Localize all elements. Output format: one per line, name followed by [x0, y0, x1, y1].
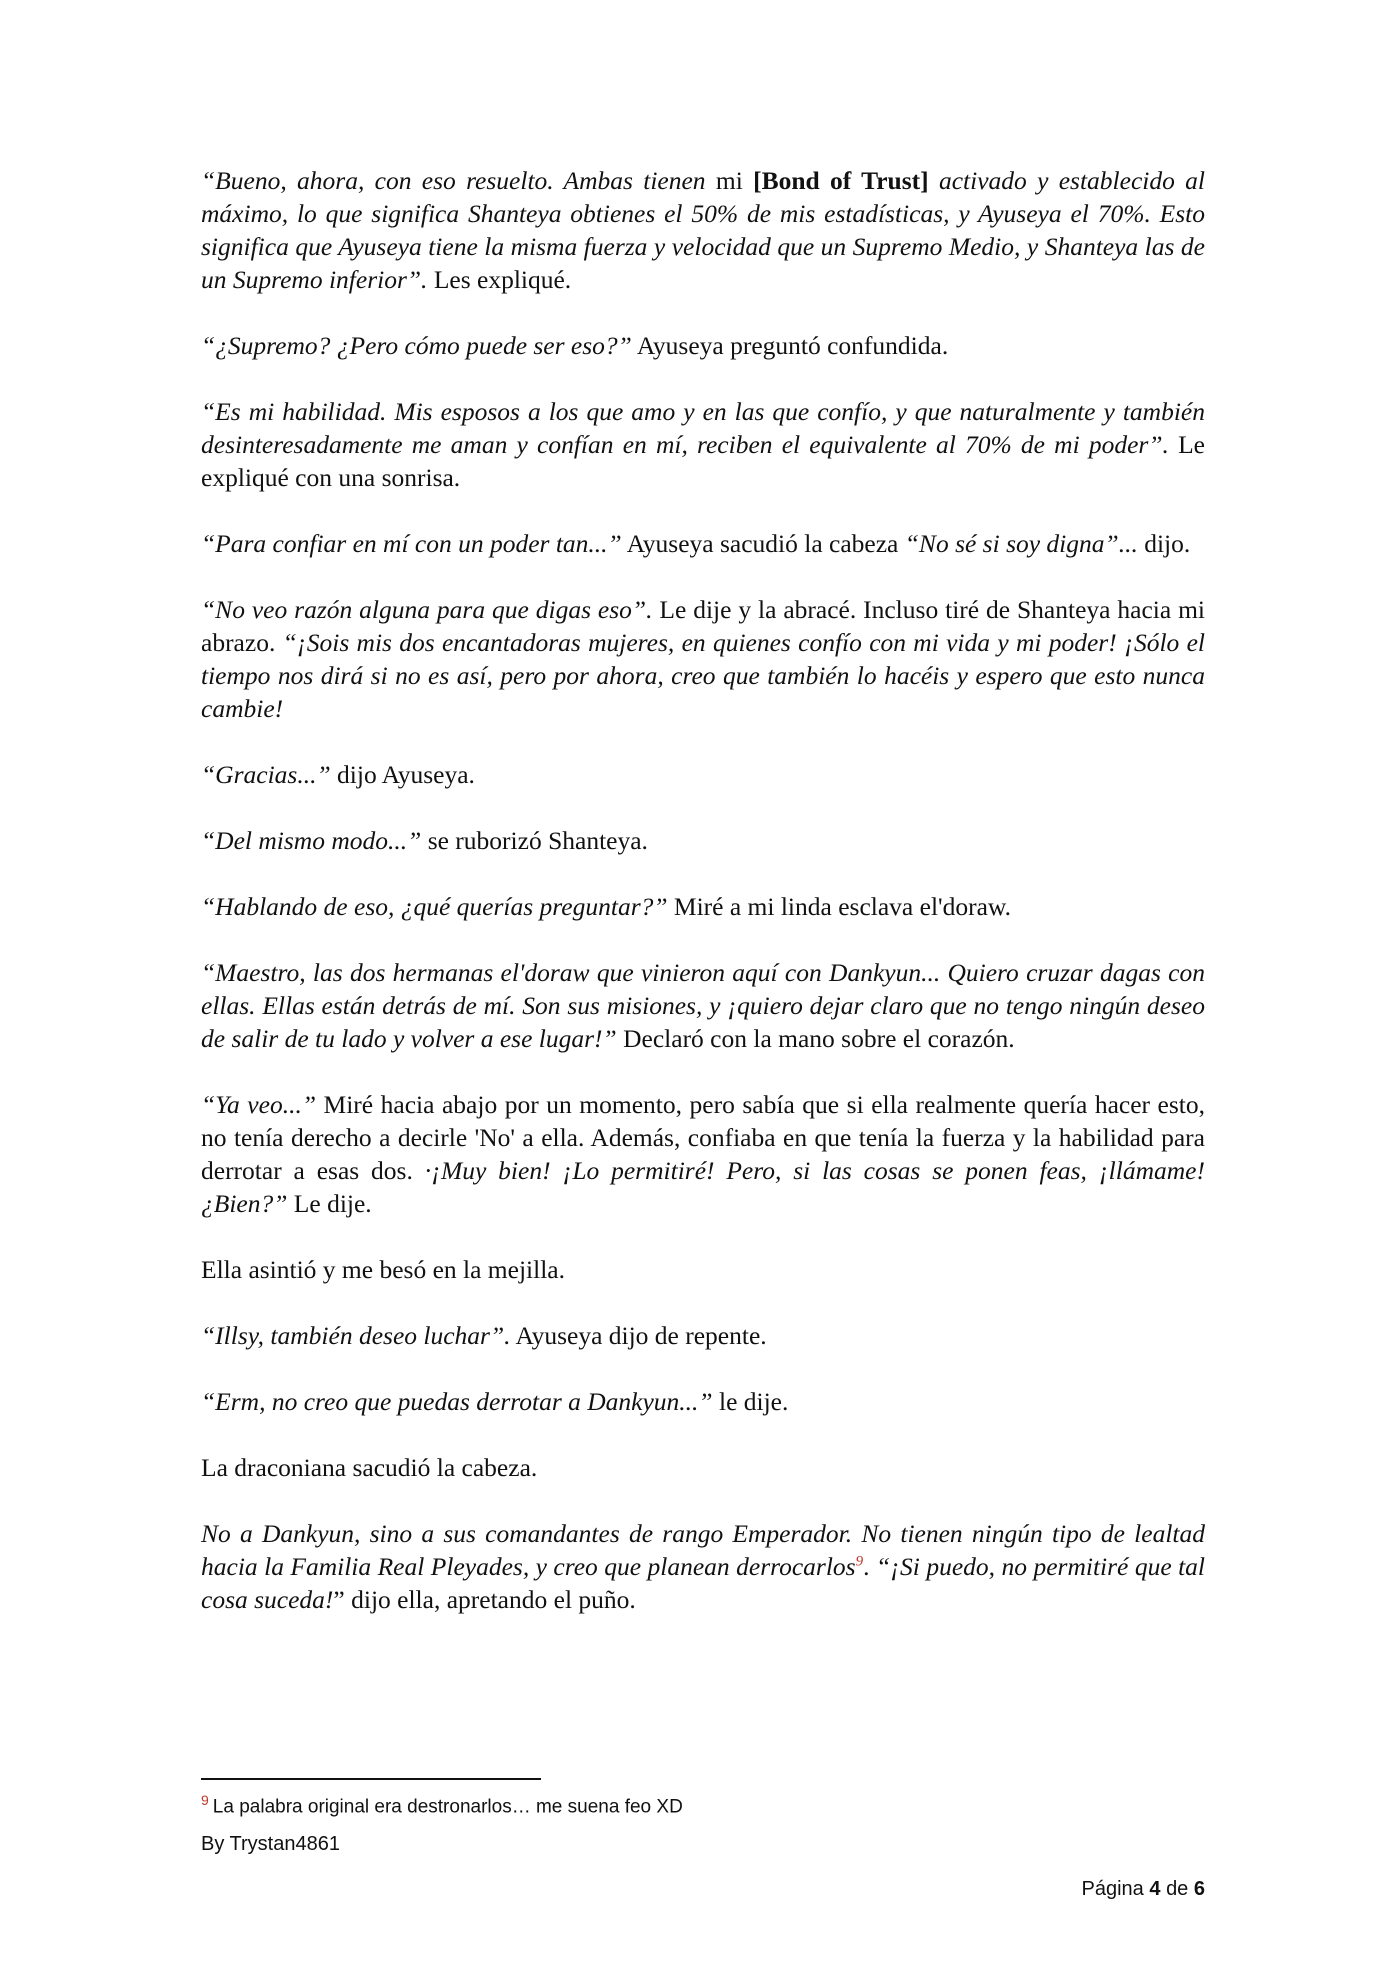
- text-run: Le dije.: [287, 1189, 372, 1218]
- text-run: Le expliqué con una sonrisa.: [201, 430, 1205, 492]
- page-current: 4: [1149, 1878, 1161, 1900]
- body-text: [201, 164, 1205, 1649]
- text-run: Declaró con la mano sobre el corazón.: [616, 1024, 1015, 1053]
- text-run: Ayuseya dijo de repente.: [510, 1321, 767, 1350]
- footnote-divider: [201, 1778, 541, 1780]
- text-run: “Es mi habilidad. Mis esposos a los que amo y en las que confío, y que naturalmente y también desinteresadamente me aman y confían en mí, reciben el equivalente al 70% de mi poder”.: [201, 397, 1205, 459]
- text-run: La draconiana sacudió la cabeza.: [201, 1453, 538, 1482]
- text-run: Ayuseya preguntó confundida.: [631, 331, 949, 360]
- text-run: [Bond of Trust]: [753, 166, 929, 195]
- page-number: [1082, 1878, 1205, 1901]
- text-run: “Maestro, las dos hermanas el'doraw que vinieron aquí con Dankyun... Quiero cruzar dagas con ellas. Ellas están detrás de mí. Son sus misiones, y ¡quiero dejar claro que no tengo ningún deseo de salir de tu lado y volver a ese lugar!”: [201, 958, 1205, 1053]
- text-run: ·¡Muy bien! ¡Lo permitiré! Pero, si las cosas se ponen feas, ¡llámame! ¿Bien?”: [201, 1156, 1205, 1218]
- paragraph: [201, 329, 1205, 362]
- paragraph: [201, 890, 1205, 923]
- text-run: ” dijo ella, apretando el puño.: [333, 1585, 636, 1614]
- page-label: Página: [1081, 1878, 1144, 1900]
- footnote: [201, 1792, 683, 1818]
- paragraph: [201, 1385, 1205, 1418]
- text-run: Le dije y la abracé. Incluso tiré de Shanteya hacia mi abrazo.: [201, 595, 1205, 657]
- paragraph: [201, 1253, 1205, 1286]
- paragraph: [201, 395, 1205, 494]
- paragraph: [201, 956, 1205, 1055]
- text-run: se ruborizó Shanteya.: [421, 826, 648, 855]
- text-run: le dije.: [712, 1387, 789, 1416]
- paragraph: [201, 1451, 1205, 1484]
- text-run: Ayuseya sacudió la cabeza: [621, 529, 905, 558]
- text-run: activado y establecido al máximo, lo que significa Shanteya obtienes el 50% de mis estadísticas, y Ayuseya el 70%. Esto significa que Ayuseya tiene la misma fuerza y velocidad que un Supremo Medio, y Shanteya las de un Supremo inferior”.: [201, 166, 1206, 294]
- text-run: “¡Sois mis dos encantadoras mujeres, en quienes confío con mi vida y mi poder! ¡Sólo el tiempo nos dirá si no es así, pero por ahora, creo que también lo hacéis y espero que esto nunca cambie!: [201, 628, 1205, 723]
- paragraph: [201, 1088, 1205, 1220]
- text-run: Miré a mi linda esclava el'doraw.: [667, 892, 1012, 921]
- author-credit: By Trystan4861: [201, 1833, 340, 1855]
- text-run: “Bueno, ahora, con eso resuelto. Ambas tienen: [201, 166, 716, 195]
- text-run: “No veo razón alguna para que digas eso”.: [201, 595, 653, 624]
- text-run: dijo.: [1137, 529, 1191, 558]
- text-run: No a Dankyun, sino a sus comandantes de rango Emperador. No tienen ningún tipo de lealtad hacia la Familia Real Pleyades, y creo que planean derrocarlos: [201, 1519, 1205, 1581]
- text-run: “Erm, no creo que puedas derrotar a Dankyun...”: [201, 1387, 713, 1416]
- text-run: “¡Si puedo, no permitiré que tal cosa suceda!: [201, 1552, 1206, 1614]
- paragraph: [201, 758, 1205, 791]
- paragraph: [201, 593, 1205, 725]
- text-run: “Hablando de eso, ¿qué querías preguntar?”: [201, 892, 668, 921]
- paragraph: [201, 824, 1205, 857]
- footnote-ref: 9: [855, 1553, 864, 1570]
- text-run: “¿Supremo? ¿Pero cómo puede ser eso?”: [201, 331, 632, 360]
- page-sep: de: [1166, 1878, 1189, 1900]
- text-run: Miré hacia abajo por un momento, pero sabía que si ella realmente quería hacer esto, no tenía derecho a decirle 'No' a ella. Además, confiaba en que tenía la fuerza y la habilidad para derrotar a esas dos.: [201, 1090, 1206, 1185]
- paragraph: [201, 1319, 1205, 1352]
- text-run: “Ya veo...”: [201, 1090, 317, 1119]
- text-run: “Gracias...”: [201, 760, 331, 789]
- text-run: dijo Ayuseya.: [330, 760, 475, 789]
- text-run: “Para confiar en mí con un poder tan...”: [201, 529, 622, 558]
- text-run: “No sé si soy digna”...: [904, 529, 1138, 558]
- footnote-number: 9: [201, 1792, 209, 1808]
- paragraph: [201, 164, 1205, 296]
- paragraph: [201, 1517, 1205, 1616]
- text-run: “Del mismo modo...”: [201, 826, 422, 855]
- page-total: 6: [1193, 1878, 1205, 1900]
- text-run: .: [863, 1552, 876, 1581]
- paragraph: [201, 527, 1205, 560]
- text-run: mi: [715, 166, 754, 195]
- text-run: Les expliqué.: [427, 265, 572, 294]
- footnote-text: La palabra original era destronarlos… me suena feo XD: [212, 1796, 683, 1818]
- text-run: “Illsy, también deseo luchar”.: [201, 1321, 511, 1350]
- text-run: Ella asintió y me besó en la mejilla.: [201, 1255, 565, 1284]
